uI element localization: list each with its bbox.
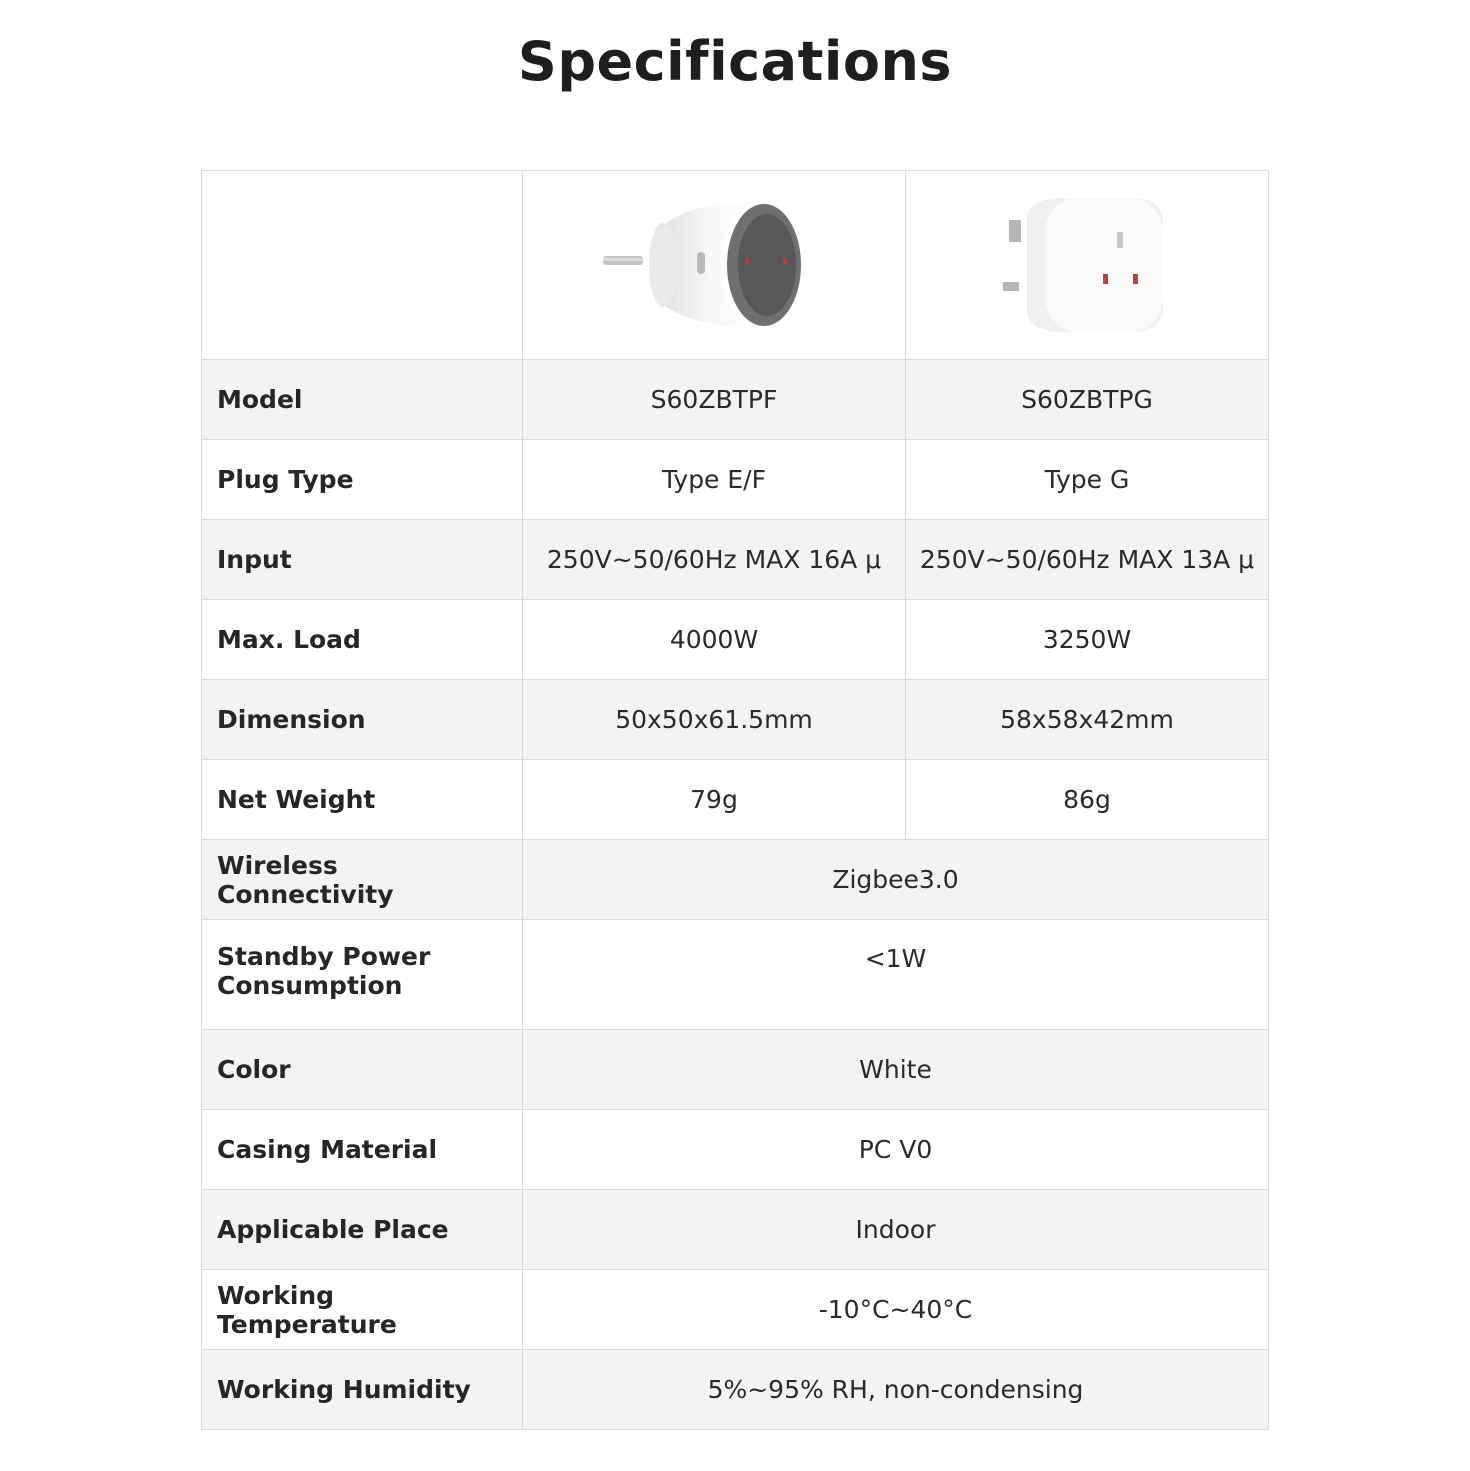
spec-value: PC V0 xyxy=(523,1110,1269,1190)
spec-row-working-temperature xyxy=(202,1270,1269,1350)
empty-header-cell xyxy=(202,171,523,360)
spec-value: Type E/F xyxy=(523,440,906,520)
spec-row-standby-power xyxy=(202,920,1269,1030)
spec-row-casing-material xyxy=(202,1110,1269,1190)
spec-value: Type G xyxy=(906,440,1269,520)
spec-row-dimension xyxy=(202,680,1269,760)
spec-value: 58x58x42mm xyxy=(906,680,1269,760)
spec-label: Color xyxy=(202,1030,523,1110)
spec-row-plug-type xyxy=(202,440,1269,520)
spec-value: Zigbee3.0 xyxy=(523,840,1269,920)
spec-row-net-weight xyxy=(202,760,1269,840)
spec-label: Input xyxy=(202,520,523,600)
spec-label: Net Weight xyxy=(202,760,523,840)
spec-value: 250V~50/60Hz MAX 16A μ xyxy=(523,520,906,600)
spec-label: Standby Power Consumption xyxy=(202,920,523,1030)
spec-value: S60ZBTPG xyxy=(906,360,1269,440)
spec-value: 79g xyxy=(523,760,906,840)
product-image-cell-eu xyxy=(523,171,906,360)
spec-row-max-load xyxy=(202,600,1269,680)
spec-row-working-humidity xyxy=(202,1350,1269,1430)
spec-label: Plug Type xyxy=(202,440,523,520)
spec-value: 5%~95% RH, non-condensing xyxy=(523,1350,1269,1430)
spec-row-wireless-connectivity xyxy=(202,840,1269,920)
product-image-row xyxy=(202,171,1269,360)
spec-label: Applicable Place xyxy=(202,1190,523,1270)
spec-table xyxy=(201,170,1269,1430)
spec-value: White xyxy=(523,1030,1269,1110)
spec-row-applicable-place xyxy=(202,1190,1269,1270)
uk-smart-plug-image xyxy=(987,190,1187,340)
page-title: Specifications xyxy=(517,30,953,93)
spec-value: S60ZBTPF xyxy=(523,360,906,440)
spec-row-color xyxy=(202,1030,1269,1110)
eu-smart-plug-image xyxy=(599,190,829,340)
spec-value: Indoor xyxy=(523,1190,1269,1270)
spec-label: Casing Material xyxy=(202,1110,523,1190)
spec-value: 50x50x61.5mm xyxy=(523,680,906,760)
spec-label: Model xyxy=(202,360,523,440)
spec-label: Dimension xyxy=(202,680,523,760)
spec-value: 86g xyxy=(906,760,1269,840)
spec-label: Max. Load xyxy=(202,600,523,680)
spec-label: Wireless Connectivity xyxy=(202,840,523,920)
spec-value: 250V~50/60Hz MAX 13A μ xyxy=(906,520,1269,600)
spec-value: 3250W xyxy=(906,600,1269,680)
spec-row-input xyxy=(202,520,1269,600)
spec-row-model xyxy=(202,360,1269,440)
spec-label: Working Temperature xyxy=(202,1270,523,1350)
spec-value: <1W xyxy=(523,920,1269,1030)
spec-value: -10°C~40°C xyxy=(523,1270,1269,1350)
spec-label: Working Humidity xyxy=(202,1350,523,1430)
spec-value: 4000W xyxy=(523,600,906,680)
product-image-cell-uk xyxy=(906,171,1269,360)
